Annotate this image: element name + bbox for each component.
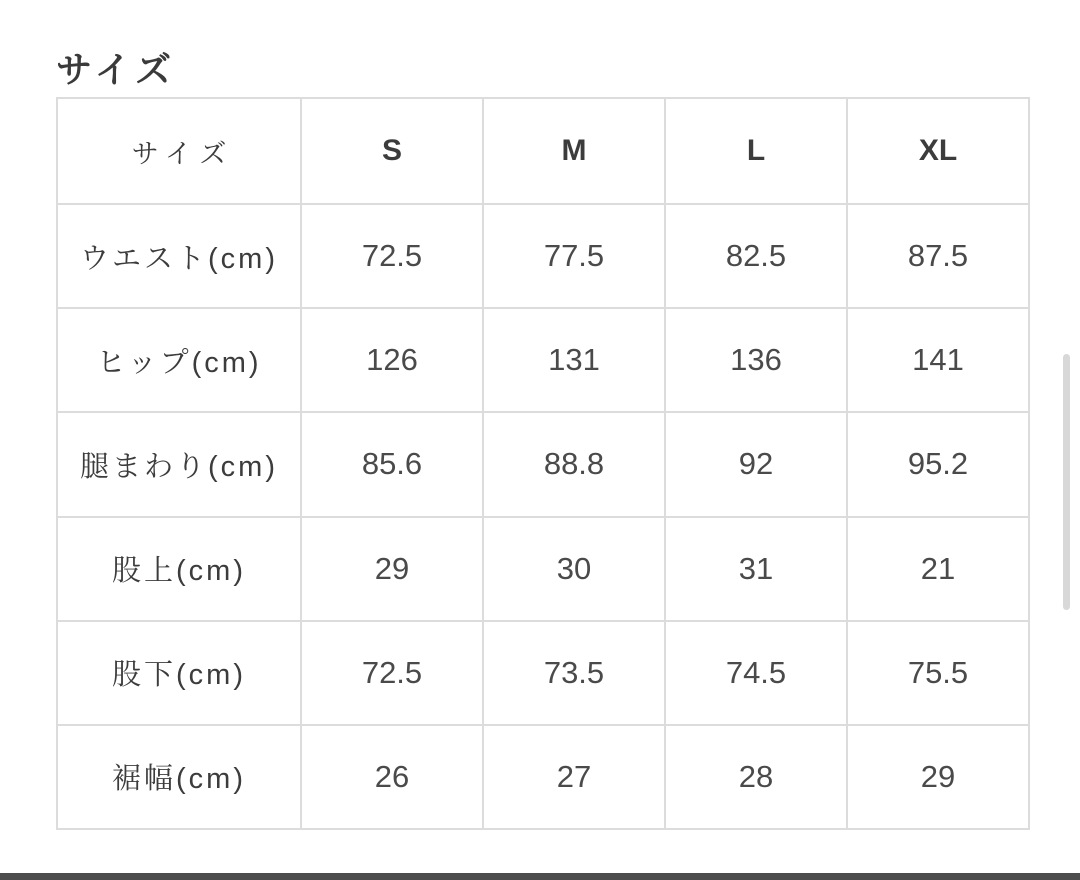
- table-row-waist: [57, 204, 1029, 308]
- cell-hem-s: 26: [301, 725, 483, 829]
- cell-hip-xl: 141: [847, 308, 1029, 412]
- header-size-label: サイズ: [57, 98, 301, 204]
- table-row-rise: [57, 517, 1029, 621]
- row-label-hem: 裾幅(cm): [57, 725, 301, 829]
- cell-inseam-l: 74.5: [665, 621, 847, 725]
- cell-waist-xl: 87.5: [847, 204, 1029, 308]
- table-header-row: [57, 98, 1029, 204]
- cell-waist-s: 72.5: [301, 204, 483, 308]
- cell-waist-m: 77.5: [483, 204, 665, 308]
- cell-thigh-l: 92: [665, 412, 847, 516]
- cell-waist-l: 82.5: [665, 204, 847, 308]
- size-table: [56, 97, 1030, 830]
- row-label-inseam: 股下(cm): [57, 621, 301, 725]
- cell-inseam-m: 73.5: [483, 621, 665, 725]
- header-size-xl: XL: [847, 98, 1029, 204]
- row-label-hip: ヒップ(cm): [57, 308, 301, 412]
- cell-inseam-s: 72.5: [301, 621, 483, 725]
- cell-hip-m: 131: [483, 308, 665, 412]
- page-title: サイズ: [56, 49, 177, 90]
- cell-rise-m: 30: [483, 517, 665, 621]
- table-row-inseam: [57, 621, 1029, 725]
- table-row-hip: [57, 308, 1029, 412]
- cell-rise-xl: 21: [847, 517, 1029, 621]
- header-size-m: M: [483, 98, 665, 204]
- cell-hip-s: 126: [301, 308, 483, 412]
- scrollbar-thumb[interactable]: [1063, 354, 1070, 610]
- cell-thigh-m: 88.8: [483, 412, 665, 516]
- cell-hem-l: 28: [665, 725, 847, 829]
- cell-thigh-s: 85.6: [301, 412, 483, 516]
- header-size-s: S: [301, 98, 483, 204]
- cell-hem-m: 27: [483, 725, 665, 829]
- cell-thigh-xl: 95.2: [847, 412, 1029, 516]
- cell-hip-l: 136: [665, 308, 847, 412]
- header-size-l: L: [665, 98, 847, 204]
- row-label-waist: ウエスト(cm): [57, 204, 301, 308]
- table-row-hem: [57, 725, 1029, 829]
- table-row-thigh: [57, 412, 1029, 516]
- row-label-rise: 股上(cm): [57, 517, 301, 621]
- cell-hem-xl: 29: [847, 725, 1029, 829]
- row-label-thigh: 腿まわり(cm): [57, 412, 301, 516]
- bottom-edge-bar: [0, 873, 1080, 880]
- cell-rise-l: 31: [665, 517, 847, 621]
- cell-rise-s: 29: [301, 517, 483, 621]
- cell-inseam-xl: 75.5: [847, 621, 1029, 725]
